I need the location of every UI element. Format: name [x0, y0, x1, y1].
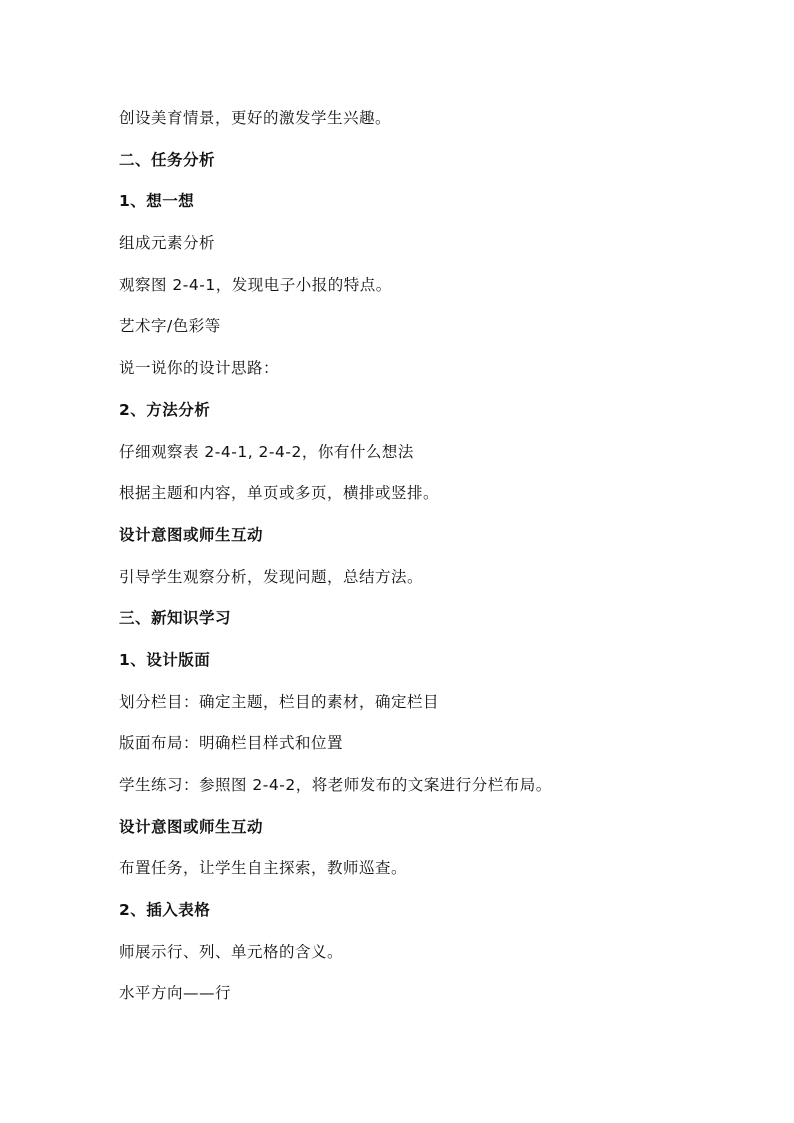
paragraph-art-text: 艺术字/色彩等: [119, 317, 221, 336]
subheading-design-layout: 1、设计版面: [119, 650, 211, 669]
paragraph-horizontal-row: 水平方向——行: [119, 984, 232, 1003]
subheading-think: 1、想一想: [119, 192, 195, 211]
section-heading-new-knowledge: 三、新知识学习: [119, 609, 232, 628]
paragraph-intro: 创设美育情景，更好的激发学生兴趣。: [119, 109, 392, 127]
paragraph-guide-students: 引导学生观察分析，发现问题，总结方法。: [119, 567, 424, 586]
section-heading-task-analysis: 二、任务分析: [119, 150, 216, 169]
paragraph-elements: 组成元素分析: [119, 234, 216, 253]
subheading-method-analysis: 2、方法分析: [119, 400, 211, 419]
subheading-insert-table: 2、插入表格: [119, 901, 211, 920]
paragraph-page-layout: 版面布局：明确栏目样式和位置: [119, 734, 344, 753]
paragraph-observe-figure: 观察图 2-4-1，发现电子小报的特点。: [119, 275, 392, 294]
paragraph-design-idea: 说一说你的设计思路：: [119, 359, 280, 378]
paragraph-table-meaning: 师展示行、列、单元格的含义。: [119, 942, 344, 961]
paragraph-assign-task: 布置任务，让学生自主探索，教师巡查。: [119, 859, 408, 878]
document-body: [119, 103, 719, 1020]
paragraph-layout-choice: 根据主题和内容，单页或多页，横排或竖排。: [119, 484, 440, 503]
heading-design-intent-2: 设计意图或师生互动: [119, 817, 264, 836]
heading-design-intent-1: 设计意图或师生互动: [119, 525, 264, 544]
paragraph-divide-columns: 划分栏目：确定主题，栏目的素材，确定栏目: [119, 692, 440, 711]
paragraph-observe-tables: 仔细观察表 2-4-1, 2-4-2，你有什么想法: [119, 442, 414, 461]
paragraph-student-practice: 学生练习：参照图 2-4-2，将老师发布的文案进行分栏布局。: [119, 776, 552, 794]
